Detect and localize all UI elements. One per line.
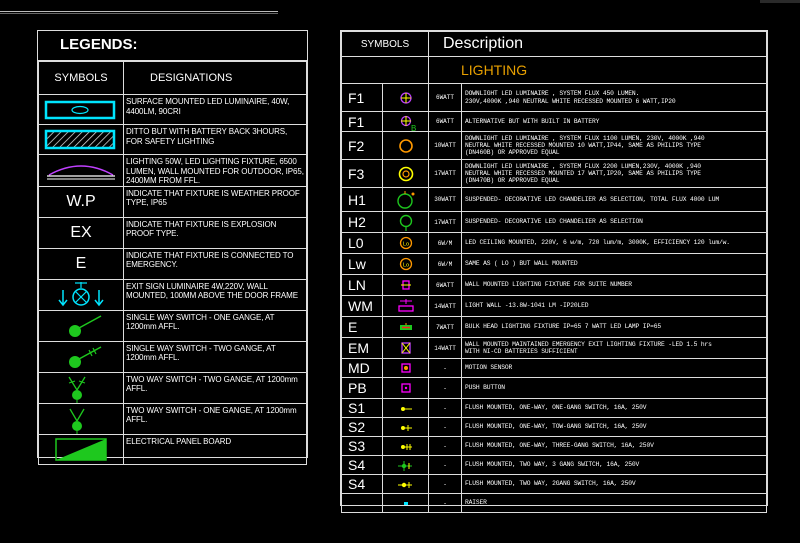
- fixture-description: DOWNLIGHT LED LUMINAIRE , SYSTEM FLUX 1100 LUMEN, 230V, 4000K ,940 NEUTRAL WHITE RECESSED MOUNTED 10 WATT,IP44, SAME AS PHILIPS TYPE (DN460B) OR APPROVED EQUAL: [462, 132, 767, 160]
- legend-row: [39, 125, 307, 155]
- switch-one-gang-icon: [39, 310, 124, 341]
- fixture-wattage: -: [429, 437, 462, 456]
- svg-text:B: B: [410, 123, 416, 131]
- canvas-corner: [760, 0, 800, 3]
- fixture-code: L0: [342, 233, 383, 254]
- legend-designation: TWO WAY SWITCH - ONE GANGE, AT 1200mm AFFL.: [124, 403, 307, 434]
- schedule-row: [342, 437, 767, 456]
- fixture-description: WALL MOUNTED LIGHTING FIXTURE FOR SUITE NUMBER: [462, 275, 767, 296]
- legend-designation: DITTO BUT WITH BATTERY BACK 3HOURS, FOR SAFETY LIGHTING: [124, 125, 307, 155]
- chandelier-h1-icon: [383, 188, 429, 212]
- fixture-wattage: 14WATT: [429, 338, 462, 359]
- fixture-description: SUSPENDED- DECORATIVE LED CHANDELIER AS SELECTION, TOTAL FLUX 4000 LUM: [462, 188, 767, 212]
- schedule-row: [342, 418, 767, 437]
- fixture-wattage: 6W/M: [429, 254, 462, 275]
- schedule-row: [342, 494, 767, 513]
- fixture-code: MD: [342, 359, 383, 378]
- schedule-category-blank: [342, 57, 429, 84]
- fixture-description: LED CEILING MOUNTED, 220V, 6 w/m, 720 lum/m, 3000K, EFFICIENCY 120 lum/w.: [462, 233, 767, 254]
- surface-led-luminaire-icon: [39, 95, 124, 125]
- two-way-switch-one-gang-icon: [39, 403, 124, 434]
- schedule-row: [342, 359, 767, 378]
- fixture-wattage: 10WATT: [429, 132, 462, 160]
- fixture-code: WM: [342, 296, 383, 317]
- legend-designation: INDICATE THAT FIXTURE IS WEATHER PROOF TYPE, IP65: [124, 186, 307, 217]
- legend-row: [39, 341, 307, 372]
- fixture-wattage: -: [429, 359, 462, 378]
- schedule-row: [342, 212, 767, 233]
- fixture-code: F2: [342, 132, 383, 160]
- schedule-row: [342, 475, 767, 494]
- fixture-wattage: 6WATT: [429, 84, 462, 112]
- fixture-code: S4: [342, 456, 383, 475]
- schedule-row: [342, 188, 767, 212]
- schedule-header-row: [342, 32, 767, 57]
- schedule-row: [342, 317, 767, 338]
- fixture-wattage: 30WATT: [429, 188, 462, 212]
- schedule-row: [342, 399, 767, 418]
- fixture-description: FLUSH MOUNTED, ONE-WAY, TOW-GANG SWITCH, 16A, 250V: [462, 418, 767, 437]
- schedule-table: [341, 31, 767, 513]
- two-way-switch-two-gang-icon: [39, 372, 124, 403]
- fixture-code: S1: [342, 399, 383, 418]
- header-rule: [0, 11, 278, 12]
- panel-board-icon: [39, 434, 124, 464]
- switch-two-gang-icon: [39, 341, 124, 372]
- legend-designation: EXIT SIGN LUMINAIRE 4W,220V, WALL MOUNTED, 100MM ABOVE THE DOOR FRAME: [124, 279, 307, 310]
- schedule-row: [342, 254, 767, 275]
- fixture-wattage: -: [429, 378, 462, 399]
- svg-text:Lo: Lo: [402, 241, 409, 248]
- push-button-icon: [383, 378, 429, 399]
- legends-col-designations: DESIGNATIONS: [124, 62, 307, 95]
- fixture-wattage: 6WATT: [429, 275, 462, 296]
- legend-designation: SURFACE MOUNTED LED LUMINAIRE, 40W, 4400LM, 90CRI: [124, 95, 307, 125]
- schedule-row: [342, 296, 767, 317]
- schedule-col-description: Description: [429, 32, 767, 57]
- fixture-description: SAME AS ( LO ) BUT WALL MOUNTED: [462, 254, 767, 275]
- fixture-wattage: 17WATT: [429, 160, 462, 188]
- fixture-wattage: -: [429, 456, 462, 475]
- legend-row: [39, 186, 307, 217]
- fixture-code: F1: [342, 84, 383, 112]
- schedule-row: [342, 378, 767, 399]
- fixture-code: H1: [342, 188, 383, 212]
- legend-designation: LIGHTING 50W, LED LIGHTING FIXTURE, 6500 LUMEN, WALL MOUNTED FOR OUTDOOR, IP65, 2400MM FROM FFL.: [124, 155, 307, 187]
- weather-proof-mark: W.P: [39, 186, 124, 217]
- schedule-row: [342, 233, 767, 254]
- switch-s3-icon: [383, 437, 429, 456]
- schedule-body: [342, 84, 767, 513]
- legends-header-row: [39, 62, 307, 95]
- downlight-2200-icon: [383, 160, 429, 188]
- fixture-wattage: 7WATT: [429, 317, 462, 338]
- legends-col-symbols: SYMBOLS: [39, 62, 124, 95]
- fixture-description: BULK HEAD LIGHTING FIXTURE IP=65 7 WATT LED LAMP IP=65: [462, 317, 767, 338]
- light-wall-icon: [383, 296, 429, 317]
- fixture-wattage: 14WATT: [429, 296, 462, 317]
- fixture-code: H2: [342, 212, 383, 233]
- svg-text:Lo: Lo: [402, 262, 409, 269]
- legends-title: LEGENDS:: [38, 31, 307, 61]
- legend-designation: TWO WAY SWITCH - TWO GANGE, AT 1200mm AFFL.: [124, 372, 307, 403]
- fixture-wattage: -: [429, 494, 462, 513]
- fixture-code: EM: [342, 338, 383, 359]
- legend-designation: SINGLE WAY SWITCH - ONE GANGE, AT 1200mm AFFL.: [124, 310, 307, 341]
- wall-lo-icon: [383, 254, 429, 275]
- fixture-description: LIGHT WALL -13.8W-1041 LM -IP20LED: [462, 296, 767, 317]
- legend-row: [39, 248, 307, 279]
- schedule-category-row: [342, 57, 767, 84]
- fixture-description: SUSPENDED- DECORATIVE LED CHANDELIER AS SELECTION: [462, 212, 767, 233]
- lighting-schedule-panel: [340, 30, 768, 506]
- schedule-row: [342, 84, 767, 112]
- fixture-description: FLUSH MOUNTED, TWO WAY, 2GANG SWITCH, 16A, 250V: [462, 475, 767, 494]
- fixture-wattage: 6W/M: [429, 233, 462, 254]
- switch-s4-2gang-icon: [383, 475, 429, 494]
- outdoor-fixture-icon: [39, 155, 124, 187]
- switch-s4-3gang-icon: [383, 456, 429, 475]
- header-rule-shadow: [0, 13, 278, 14]
- chandelier-h2-icon: [383, 212, 429, 233]
- schedule-col-symbols: SYMBOLS: [342, 32, 429, 57]
- explosion-proof-mark: EX: [39, 217, 124, 248]
- fixture-code: S2: [342, 418, 383, 437]
- fixture-description: PUSH BUTTON: [462, 378, 767, 399]
- legend-row: [39, 372, 307, 403]
- schedule-row: [342, 275, 767, 296]
- fixture-description: MOTION SENSOR: [462, 359, 767, 378]
- raiser-icon: [383, 494, 429, 513]
- legends-table: [38, 61, 307, 465]
- fixture-code: Lw: [342, 254, 383, 275]
- legend-designation: ELECTRICAL PANEL BOARD: [124, 434, 307, 464]
- fixture-wattage: -: [429, 399, 462, 418]
- emergency-exit-icon: [383, 338, 429, 359]
- schedule-row: [342, 338, 767, 359]
- legend-row: [39, 310, 307, 341]
- fixture-code: LN: [342, 275, 383, 296]
- schedule-row: [342, 456, 767, 475]
- fixture-description: FLUSH MOUNTED, TWO WAY, 3 GANG SWITCH, 16A, 250V: [462, 456, 767, 475]
- legend-row: [39, 95, 307, 125]
- fixture-description: ALTERNATIVE BUT WITH BUILT IN BATTERY: [462, 112, 767, 132]
- fixture-description: WALL MOUNTED MAINTAINED EMERGENCY EXIT LIGHTING FIXTURE -LED 1.5 hrs WITH NI-CD BATTERIES SUFFICIENT: [462, 338, 767, 359]
- exit-sign-icon: [39, 279, 124, 310]
- legend-row: [39, 434, 307, 464]
- fixture-description: RAISER: [462, 494, 767, 513]
- fixture-description: FLUSH MOUNTED, ONE-WAY, ONE-GANG SWITCH, 16A, 250V: [462, 399, 767, 418]
- downlight-1100-icon: [383, 132, 429, 160]
- schedule-row: [342, 112, 767, 132]
- legend-row: [39, 279, 307, 310]
- motion-sensor-icon: [383, 359, 429, 378]
- emergency-mark: E: [39, 248, 124, 279]
- fixture-code: S3: [342, 437, 383, 456]
- schedule-row: [342, 132, 767, 160]
- fixture-description: DOWNLIGHT LED LUMINAIRE , SYSTEM FLUX 2200 LUMEN,230V, 4000K ,940 NEUTRAL WHITE RECESSED MOUNTED 17 WATT,IP20, SAME AS PHILIPS TYPE (DN470B) OR APPROVED EQUAL: [462, 160, 767, 188]
- fixture-code: F3: [342, 160, 383, 188]
- downlight-battery-icon: [383, 112, 429, 132]
- legends-panel: [37, 30, 308, 458]
- switch-s1-icon: [383, 399, 429, 418]
- schedule-category-title: LIGHTING: [429, 57, 767, 84]
- fixture-code: PB: [342, 378, 383, 399]
- fixture-wattage: -: [429, 475, 462, 494]
- legend-designation: INDICATE THAT FIXTURE IS EXPLOSION PROOF TYPE.: [124, 217, 307, 248]
- downlight-450-icon: [383, 84, 429, 112]
- legend-designation: SINGLE WAY SWITCH - TWO GANGE, AT 1200mm AFFL.: [124, 341, 307, 372]
- bulkhead-icon: [383, 317, 429, 338]
- legend-row: [39, 217, 307, 248]
- schedule-row: [342, 160, 767, 188]
- fixture-code: [342, 494, 383, 513]
- fixture-wattage: 17WATT: [429, 212, 462, 233]
- fixture-code: F1: [342, 112, 383, 132]
- fixture-description: FLUSH MOUNTED, ONE-WAY, THREE-GANG SWITCH, 16A, 250V: [462, 437, 767, 456]
- fixture-description: DOWNLIGHT LED LUMINAIRE , SYSTEM FLUX 450 LUMEN. 230V,4000K ,940 NEUTRAL WHITE RECESSED MOUNTED 6 WATT,IP20: [462, 84, 767, 112]
- switch-s2-icon: [383, 418, 429, 437]
- fixture-code: S4: [342, 475, 383, 494]
- fixture-wattage: 6WATT: [429, 112, 462, 132]
- battery-luminaire-icon: [39, 125, 124, 155]
- legend-designation: INDICATE THAT FIXTURE IS CONNECTED TO EMERGENCY.: [124, 248, 307, 279]
- fixture-code: E: [342, 317, 383, 338]
- legend-row: [39, 403, 307, 434]
- fixture-wattage: -: [429, 418, 462, 437]
- ceiling-lo-icon: [383, 233, 429, 254]
- suite-number-icon: [383, 275, 429, 296]
- legend-row: [39, 155, 307, 187]
